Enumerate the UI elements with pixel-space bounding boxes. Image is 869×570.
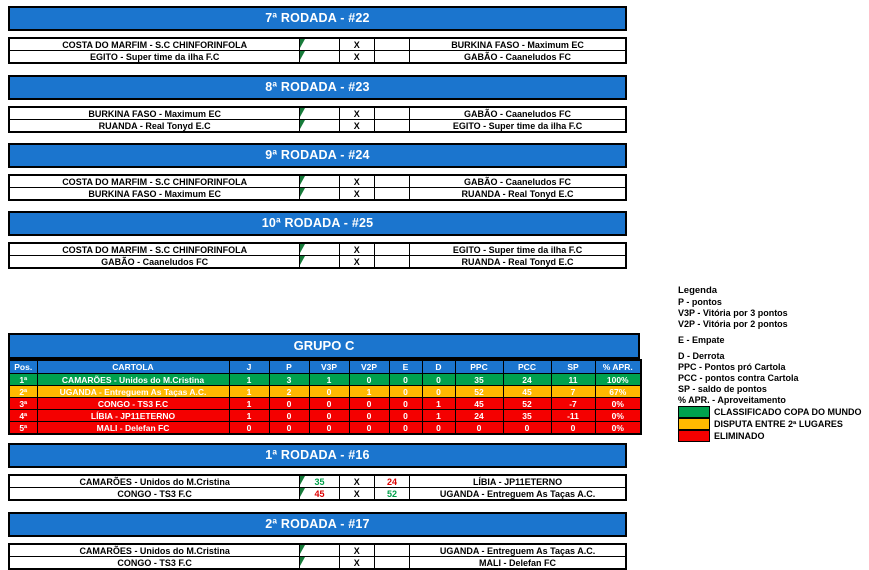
stat-cell: 24 bbox=[503, 374, 551, 386]
stat-cell: 0 bbox=[389, 386, 422, 398]
home-team-cell: BURKINA FASO - Maximum EC bbox=[9, 188, 300, 201]
home-score-cell bbox=[300, 120, 339, 133]
away-score-cell bbox=[374, 256, 409, 269]
home-score-value: 45 bbox=[314, 488, 325, 499]
stat-cell: 0 bbox=[422, 374, 455, 386]
versus-cell: X bbox=[339, 544, 374, 557]
pos-cell: 1ª bbox=[9, 374, 37, 386]
stat-cell: 0 bbox=[349, 422, 389, 435]
stat-cell: 0 bbox=[389, 410, 422, 422]
stat-cell: 1 bbox=[422, 410, 455, 422]
away-team-cell: GABÃO - Caaneludos FC bbox=[410, 107, 626, 120]
cartola-cell: CAMARÕES - Unidos do M.Cristina bbox=[37, 374, 229, 386]
round-section-16 bbox=[8, 443, 627, 501]
round-section-25 bbox=[8, 211, 627, 269]
stat-cell: 0 bbox=[503, 422, 551, 435]
stat-cell: 1 bbox=[309, 374, 349, 386]
away-score-value: 52 bbox=[386, 488, 397, 499]
stat-cell: 0 bbox=[269, 410, 309, 422]
away-team-cell: UGANDA - Entreguem As Taças A.C. bbox=[410, 544, 626, 557]
orange-status-swatch-icon bbox=[678, 418, 710, 430]
group-header-cell: PPC bbox=[455, 360, 503, 374]
match-row bbox=[9, 107, 626, 120]
group-header-cell: E bbox=[389, 360, 422, 374]
group-row bbox=[9, 386, 641, 398]
group-title: GRUPO C bbox=[8, 333, 640, 359]
away-team-cell: BURKINA FASO - Maximum EC bbox=[410, 38, 626, 51]
matches-table bbox=[8, 474, 627, 501]
match-row bbox=[9, 120, 626, 133]
stat-cell: 3 bbox=[269, 374, 309, 386]
legend-items bbox=[678, 406, 869, 442]
corner-flag-icon bbox=[300, 39, 305, 48]
stat-cell: 100% bbox=[595, 374, 641, 386]
matches-table bbox=[8, 37, 627, 64]
away-team-cell: EGITO - Super time da ilha F.C bbox=[410, 120, 626, 133]
stat-cell: 0% bbox=[595, 398, 641, 410]
stat-cell: 1 bbox=[229, 386, 269, 398]
versus-cell: X bbox=[339, 475, 374, 488]
match-row bbox=[9, 175, 626, 188]
corner-flag-icon bbox=[300, 545, 305, 554]
legend-line: % APR. - Aproveitamento bbox=[678, 395, 786, 405]
round-section-17 bbox=[8, 512, 627, 570]
legend-line: P - pontos bbox=[678, 297, 722, 307]
green-status-swatch-icon bbox=[678, 406, 710, 418]
stat-cell: 11 bbox=[551, 374, 595, 386]
away-score-cell bbox=[374, 120, 409, 133]
stat-cell: 0 bbox=[309, 398, 349, 410]
stat-cell: 1 bbox=[229, 374, 269, 386]
away-score-cell bbox=[374, 544, 409, 557]
stat-cell: 52 bbox=[503, 398, 551, 410]
away-score-cell bbox=[374, 175, 409, 188]
cartola-cell: CONGO - TS3 F.C bbox=[37, 398, 229, 410]
corner-flag-icon bbox=[300, 176, 305, 185]
home-score-cell bbox=[300, 107, 339, 120]
cartola-cell: MALI - Delefan FC bbox=[37, 422, 229, 435]
group-header-cell: V2P bbox=[349, 360, 389, 374]
group-standings-table bbox=[8, 359, 642, 435]
home-team-cell: COSTA DO MARFIM - S.C CHINFORINFOLA bbox=[9, 175, 300, 188]
stat-cell: 0 bbox=[389, 374, 422, 386]
home-team-cell: CAMARÕES - Unidos do M.Cristina bbox=[9, 475, 300, 488]
legend-line: PCC - pontos contra Cartola bbox=[678, 373, 799, 383]
round-section-24 bbox=[8, 143, 627, 201]
versus-cell: X bbox=[339, 243, 374, 256]
group-row bbox=[9, 374, 641, 386]
corner-flag-icon bbox=[300, 244, 305, 253]
legend-line: E - Empate bbox=[678, 335, 725, 345]
home-team-cell: BURKINA FASO - Maximum EC bbox=[9, 107, 300, 120]
stat-cell: 0 bbox=[551, 422, 595, 435]
away-score-cell bbox=[374, 107, 409, 120]
away-score-cell bbox=[374, 243, 409, 256]
corner-flag-icon bbox=[300, 476, 305, 485]
corner-flag-icon bbox=[300, 557, 305, 566]
home-score-cell bbox=[300, 544, 339, 557]
group-header-cell: CARTOLA bbox=[37, 360, 229, 374]
pos-cell: 3ª bbox=[9, 398, 37, 410]
cartola-cell: UGANDA - Entreguem As Taças A.C. bbox=[37, 386, 229, 398]
home-score-cell bbox=[300, 243, 339, 256]
home-score-cell bbox=[300, 475, 339, 488]
stat-cell: 52 bbox=[455, 386, 503, 398]
stat-cell: 45 bbox=[455, 398, 503, 410]
legend-line: PPC - Pontos pró Cartola bbox=[678, 362, 786, 372]
stat-cell: -7 bbox=[551, 398, 595, 410]
group-header-cell: P bbox=[269, 360, 309, 374]
home-score-cell bbox=[300, 188, 339, 201]
away-score-cell bbox=[374, 38, 409, 51]
matches-table bbox=[8, 543, 627, 570]
match-row bbox=[9, 557, 626, 570]
stat-cell: 45 bbox=[503, 386, 551, 398]
stat-cell: 0 bbox=[349, 410, 389, 422]
home-team-cell: RUANDA - Real Tonyd E.C bbox=[9, 120, 300, 133]
stat-cell: 0 bbox=[389, 422, 422, 435]
stat-cell: 1 bbox=[422, 398, 455, 410]
versus-cell: X bbox=[339, 51, 374, 64]
group-header-cell: SP bbox=[551, 360, 595, 374]
round-section-22 bbox=[8, 6, 627, 64]
match-row bbox=[9, 488, 626, 501]
stat-cell: 0 bbox=[422, 422, 455, 435]
group-header-cell: PCC bbox=[503, 360, 551, 374]
legend-line: D - Derrota bbox=[678, 351, 725, 361]
stat-cell: 0 bbox=[309, 422, 349, 435]
away-team-cell: MALI - Delefan FC bbox=[410, 557, 626, 570]
home-score-cell bbox=[300, 38, 339, 51]
versus-cell: X bbox=[339, 188, 374, 201]
stat-cell: 0 bbox=[349, 374, 389, 386]
group-header-cell: J bbox=[229, 360, 269, 374]
match-row bbox=[9, 256, 626, 269]
away-score-value: 24 bbox=[386, 476, 397, 487]
stat-cell: 35 bbox=[503, 410, 551, 422]
stat-cell: 2 bbox=[269, 386, 309, 398]
away-team-cell: GABÃO - Caaneludos FC bbox=[410, 175, 626, 188]
match-row bbox=[9, 243, 626, 256]
stat-cell: 1 bbox=[229, 410, 269, 422]
home-team-cell: GABÃO - Caaneludos FC bbox=[9, 256, 300, 269]
stat-cell: 7 bbox=[551, 386, 595, 398]
group-header-cell: V3P bbox=[309, 360, 349, 374]
matches-table bbox=[8, 174, 627, 201]
pos-cell: 4ª bbox=[9, 410, 37, 422]
legend-item bbox=[678, 430, 869, 442]
home-team-cell: CONGO - TS3 F.C bbox=[9, 557, 300, 570]
legend-item bbox=[678, 418, 869, 430]
away-team-cell: RUANDA - Real Tonyd E.C bbox=[410, 188, 626, 201]
versus-cell: X bbox=[339, 488, 374, 501]
legend-line: V2P - Vitória por 2 pontos bbox=[678, 319, 788, 329]
away-team-cell: RUANDA - Real Tonyd E.C bbox=[410, 256, 626, 269]
away-score-cell bbox=[374, 188, 409, 201]
match-row bbox=[9, 188, 626, 201]
legend-line: V3P - Vitória por 3 pontos bbox=[678, 308, 788, 318]
round-title: 2ª RODADA - #17 bbox=[8, 512, 627, 537]
stat-cell: 0 bbox=[309, 386, 349, 398]
home-team-cell: COSTA DO MARFIM - S.C CHINFORINFOLA bbox=[9, 243, 300, 256]
pos-cell: 5ª bbox=[9, 422, 37, 435]
stat-cell: 0% bbox=[595, 422, 641, 435]
group-c-section bbox=[8, 333, 640, 435]
group-row bbox=[9, 422, 641, 435]
group-header-cell: D bbox=[422, 360, 455, 374]
match-row bbox=[9, 475, 626, 488]
stat-cell: 0 bbox=[229, 422, 269, 435]
away-score-cell bbox=[374, 475, 409, 488]
home-score-cell bbox=[300, 557, 339, 570]
stat-cell: 24 bbox=[455, 410, 503, 422]
corner-flag-icon bbox=[300, 120, 305, 129]
stat-cell: 0 bbox=[455, 422, 503, 435]
versus-cell: X bbox=[339, 557, 374, 570]
match-row bbox=[9, 544, 626, 557]
away-score-cell bbox=[374, 51, 409, 64]
corner-flag-icon bbox=[300, 51, 305, 60]
stat-cell: 0 bbox=[309, 410, 349, 422]
away-team-cell: LÍBIA - JP11ETERNO bbox=[410, 475, 626, 488]
matches-table bbox=[8, 106, 627, 133]
versus-cell: X bbox=[339, 120, 374, 133]
home-team-cell: EGITO - Super time da ilha F.C bbox=[9, 51, 300, 64]
stat-cell: 0 bbox=[389, 398, 422, 410]
home-team-cell: COSTA DO MARFIM - S.C CHINFORINFOLA bbox=[9, 38, 300, 51]
match-row bbox=[9, 51, 626, 64]
versus-cell: X bbox=[339, 256, 374, 269]
home-team-cell: CAMARÕES - Unidos do M.Cristina bbox=[9, 544, 300, 557]
pos-cell: 2ª bbox=[9, 386, 37, 398]
stat-cell: 0% bbox=[595, 410, 641, 422]
group-row bbox=[9, 410, 641, 422]
red-status-swatch-icon bbox=[678, 430, 710, 442]
stat-cell: 1 bbox=[229, 398, 269, 410]
legend-lines bbox=[678, 297, 869, 406]
away-score-cell bbox=[374, 488, 409, 501]
legend-item bbox=[678, 406, 869, 418]
away-team-cell: UGANDA - Entreguem As Taças A.C. bbox=[410, 488, 626, 501]
stat-cell: 0 bbox=[349, 398, 389, 410]
round-title: 9ª RODADA - #24 bbox=[8, 143, 627, 168]
group-header-cell: % APR. bbox=[595, 360, 641, 374]
home-score-cell bbox=[300, 256, 339, 269]
stat-cell: 67% bbox=[595, 386, 641, 398]
home-score-cell bbox=[300, 175, 339, 188]
round-title: 7ª RODADA - #22 bbox=[8, 6, 627, 31]
cartola-cell: LÍBIA - JP11ETERNO bbox=[37, 410, 229, 422]
home-score-cell bbox=[300, 51, 339, 64]
match-row bbox=[9, 38, 626, 51]
stat-cell: -11 bbox=[551, 410, 595, 422]
home-score-cell bbox=[300, 488, 339, 501]
versus-cell: X bbox=[339, 38, 374, 51]
corner-flag-icon bbox=[300, 256, 305, 265]
legend-item-label: ELIMINADO bbox=[714, 431, 765, 441]
round-title: 8ª RODADA - #23 bbox=[8, 75, 627, 100]
legend-title: Legenda bbox=[678, 285, 718, 296]
stat-cell: 0 bbox=[269, 422, 309, 435]
matches-table bbox=[8, 242, 627, 269]
home-team-cell: CONGO - TS3 F.C bbox=[9, 488, 300, 501]
stat-cell: 1 bbox=[349, 386, 389, 398]
stat-cell: 0 bbox=[422, 386, 455, 398]
versus-cell: X bbox=[339, 175, 374, 188]
stat-cell: 35 bbox=[455, 374, 503, 386]
corner-flag-icon bbox=[300, 488, 305, 497]
round-title: 10ª RODADA - #25 bbox=[8, 211, 627, 236]
stat-cell: 0 bbox=[269, 398, 309, 410]
group-header-row bbox=[9, 360, 641, 374]
away-team-cell: GABÃO - Caaneludos FC bbox=[410, 51, 626, 64]
away-team-cell: EGITO - Super time da ilha F.C bbox=[410, 243, 626, 256]
legend-item-label: CLASSIFICADO COPA DO MUNDO bbox=[714, 407, 862, 417]
versus-cell: X bbox=[339, 107, 374, 120]
legend bbox=[678, 285, 869, 442]
group-row bbox=[9, 398, 641, 410]
legend-item-label: DISPUTA ENTRE 2ª LUGARES bbox=[714, 419, 843, 429]
away-score-cell bbox=[374, 557, 409, 570]
round-title: 1ª RODADA - #16 bbox=[8, 443, 627, 468]
home-score-value: 35 bbox=[314, 476, 325, 487]
round-section-23 bbox=[8, 75, 627, 133]
corner-flag-icon bbox=[300, 188, 305, 197]
corner-flag-icon bbox=[300, 108, 305, 117]
group-header-cell: Pos. bbox=[9, 360, 37, 374]
legend-line: SP - saldo de pontos bbox=[678, 384, 767, 394]
